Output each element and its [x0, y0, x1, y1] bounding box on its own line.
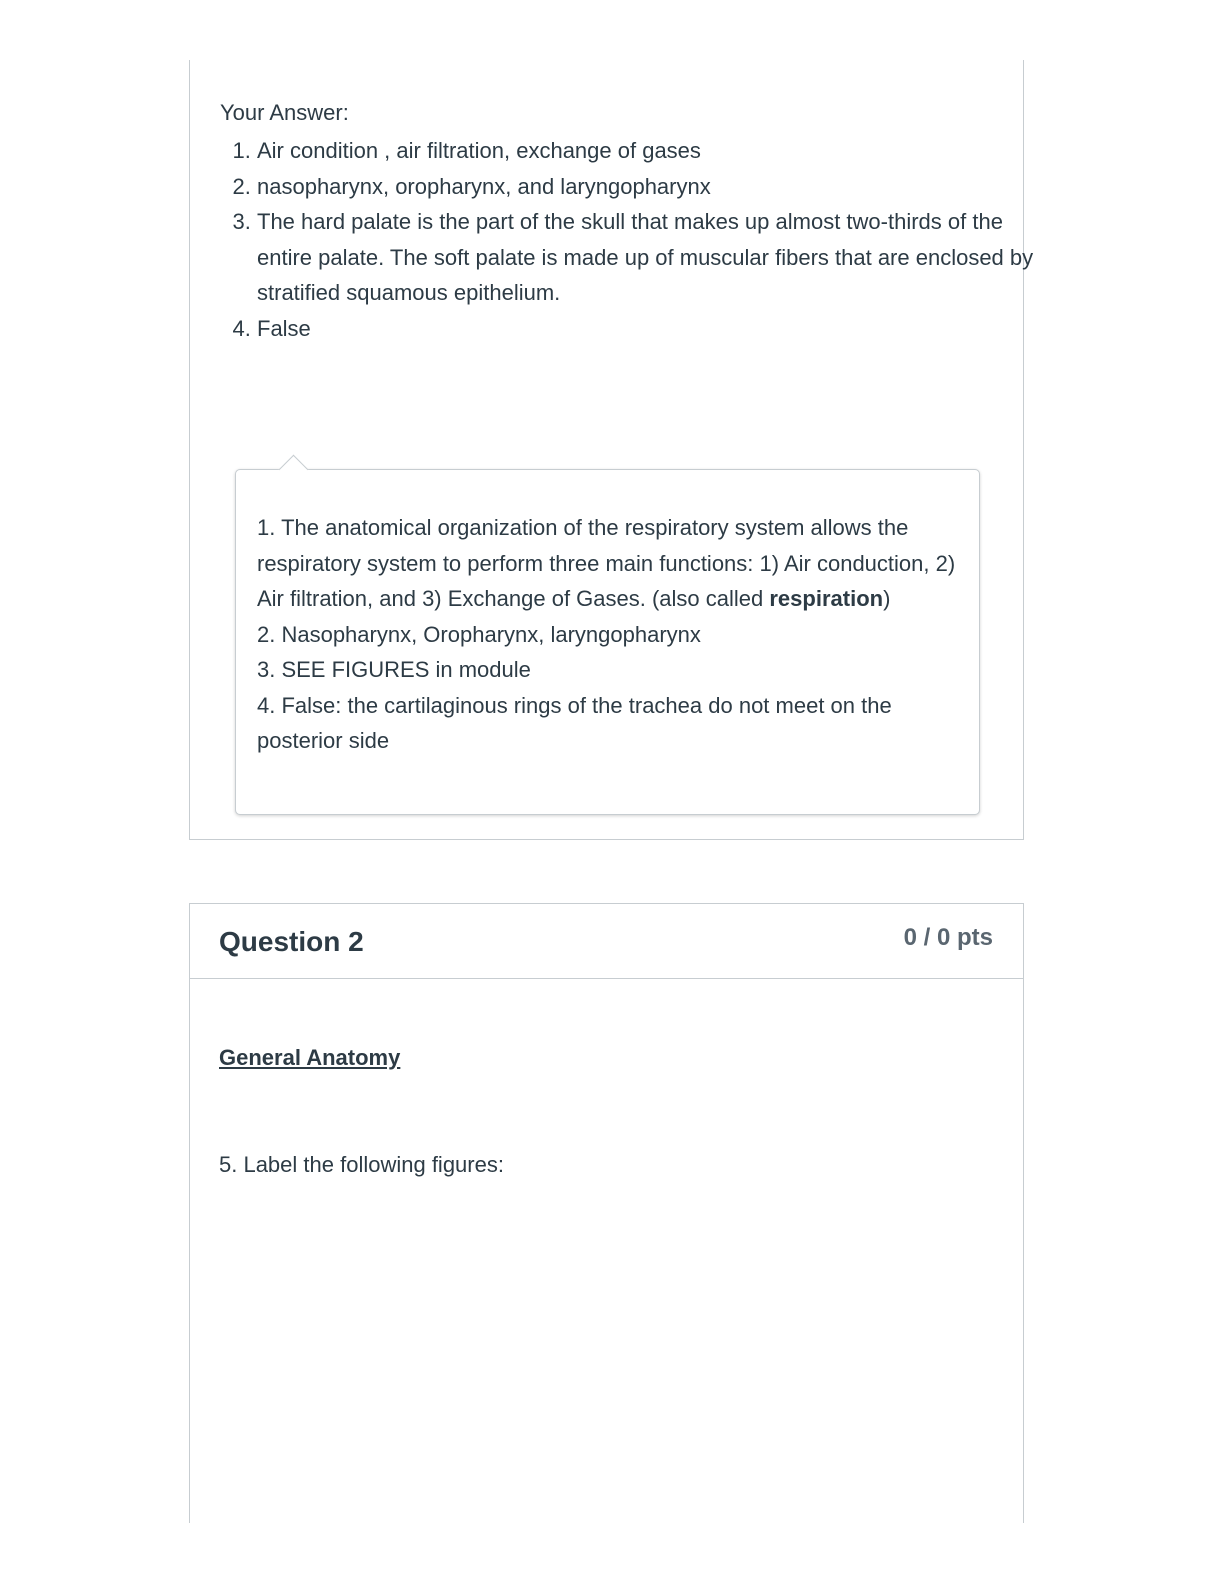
answer-item: 2. nasopharynx, oropharynx, and laryngopharynx — [257, 169, 1037, 205]
question-2-card — [189, 903, 1024, 1523]
question-points: 0 / 0 pts — [903, 924, 993, 951]
question-1-card — [189, 60, 1034, 840]
respiration-bold-term: respiration — [769, 586, 884, 611]
answer-item: 3. The hard palate is the part of the skull that makes up almost two-thirds of the entire palate. The soft palate is made up of muscular fibers that are enclosed by stratified squamous epithelium. — [257, 204, 1037, 311]
comment-pointer-arrow — [279, 455, 309, 485]
feedback-comment-box — [235, 469, 980, 815]
feedback-comment-text — [257, 510, 962, 759]
answer-item: 1. Air condition , air filtration, exchange of gases — [257, 133, 1037, 169]
feedback-line-2: 2. Nasopharynx, Oropharynx, laryngopharynx — [257, 621, 701, 647]
feedback-line-3: 3. SEE FIGURES in module — [257, 657, 531, 682]
question-prompt: 5. Label the following figures: — [219, 1152, 504, 1177]
feedback-line-4: 4. False: the cartilaginous rings of the trachea do not meet on the posterior side — [257, 692, 892, 753]
answer-list — [220, 133, 1037, 346]
feedback-line-1: 1. The anatomical organization of the respiratory system allows the respiratory system to perform three main functions: 1) Air conduction, 2) Air filtration, and 3) Exchange of Gases. (also called respiration) — [257, 515, 956, 611]
section-heading-general-anatomy: General Anatomy — [219, 1045, 401, 1070]
answer-item: 4. False — [257, 311, 1037, 347]
question-title: Question 2 — [219, 926, 364, 957]
question-header — [190, 904, 1023, 979]
your-answer-label: Your Answer: — [220, 100, 349, 125]
